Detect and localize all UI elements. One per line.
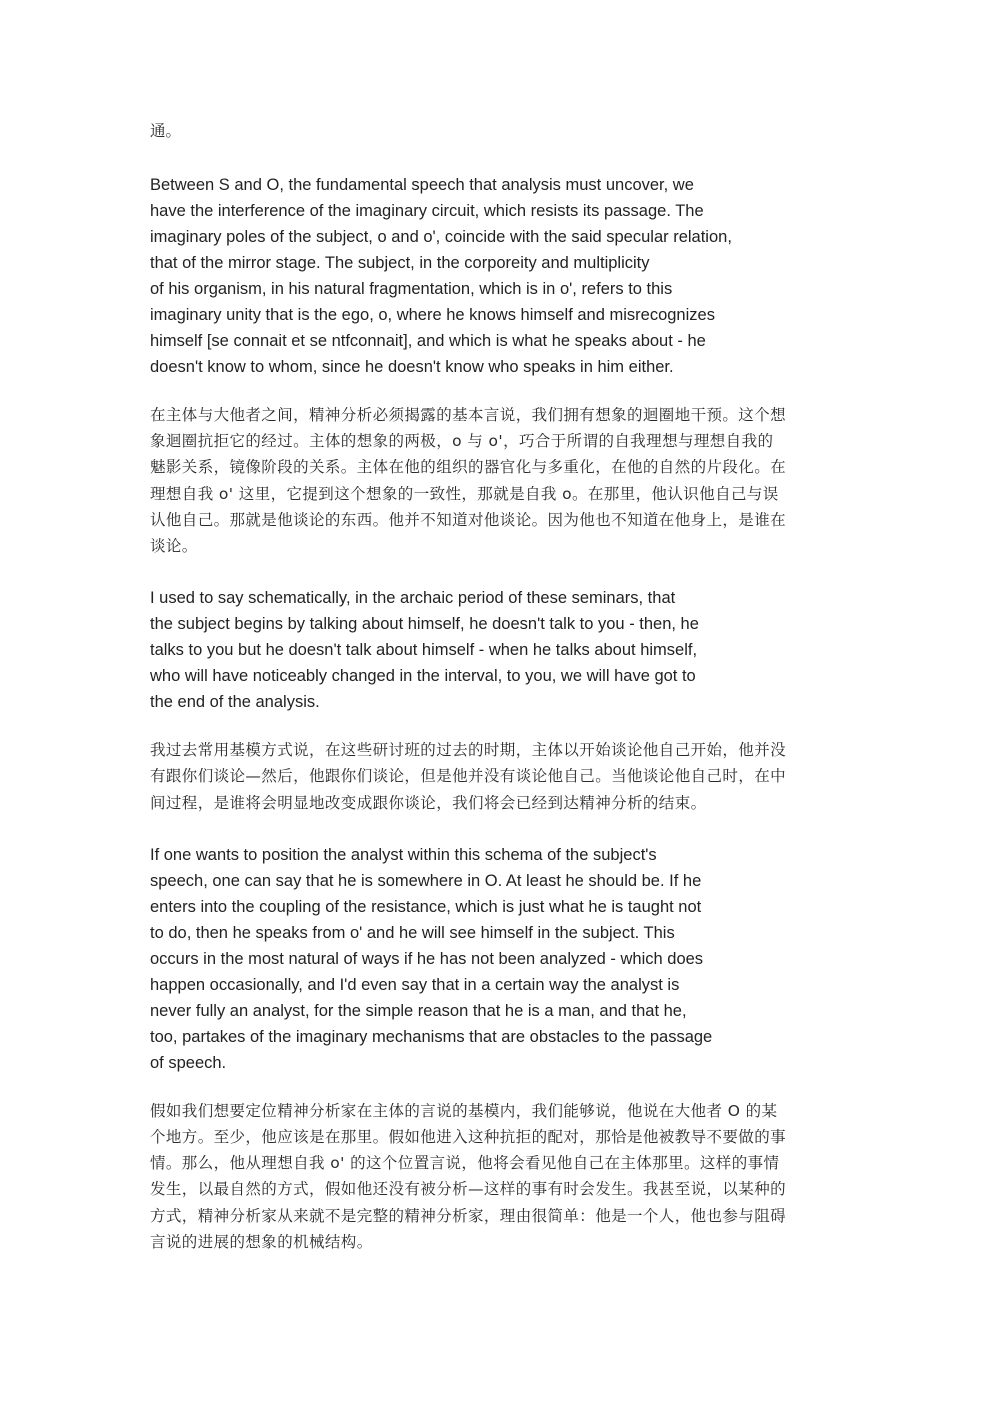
text-line: imaginary poles of the subject, o and o', coincide with the said specular relation,	[150, 228, 732, 246]
text-line: 理想自我 o' 这里，它提到这个想象的一致性，那就是自我 o。在那里，他认识他自己与误	[150, 484, 779, 503]
paragraph-chinese-2	[150, 737, 850, 816]
text-line: happen occasionally, and I'd even say that in a certain way the analyst is	[150, 975, 680, 994]
text-line: Between S and O, the fundamental speech that analysis must uncover, we	[150, 176, 694, 194]
text-line: who will have noticeably changed in the interval, to you, we will have got to	[150, 667, 696, 686]
paragraph-english-3	[150, 842, 850, 1076]
text-line: 情。那么，他从理想自我 o' 的这个位置言说，他将会看见他自己在主体那里。这样的事情	[150, 1154, 780, 1173]
paragraph-chinese-3	[150, 1098, 850, 1255]
text-line: speech, one can say that he is somewhere in O. At least he should be. If he	[150, 871, 702, 890]
text-line: have the interference of the imaginary circuit, which resists its passage. The	[150, 202, 704, 220]
text-line: never fully an analyst, for the simple reason that he is a man, and that he,	[150, 1001, 687, 1020]
text-line: imaginary unity that is the ego, o, where he knows himself and misrecognizes	[150, 306, 715, 324]
paragraph-chinese-1	[150, 402, 850, 559]
text-line: 谈论。	[150, 537, 198, 556]
text-line: himself [se connait et se ntfconnait], and which is what he speaks about - he	[150, 332, 706, 350]
text-line: 我过去常用基模方式说，在这些研讨班的过去的时期，主体以开始谈论他自己开始，他并没	[150, 741, 787, 760]
text-line: the subject begins by talking about himself, he doesn't talk to you - then, he	[150, 615, 699, 634]
text-line: enters into the coupling of the resistance, which is just what he is taught not	[150, 897, 702, 916]
paragraph-english-1	[150, 172, 850, 380]
paragraph-english-2	[150, 585, 850, 715]
document-page	[150, 118, 850, 1255]
text-line: 言说的进展的想象的机械结构。	[150, 1232, 373, 1251]
text-line: 魅影关系，镜像阶段的关系。主体在他的组织的器官化与多重化，在他的自然的片段化。在	[150, 458, 787, 477]
text-line: too, partakes of the imaginary mechanisms that are obstacles to the passage	[150, 1027, 713, 1046]
text-line: 在主体与大他者之间，精神分析必须揭露的基本言说，我们拥有想象的迴圈地干预。这个想	[150, 406, 787, 424]
text-line: 假如我们想要定位精神分析家在主体的言说的基模内，我们能够说，他说在大他者 O 的某	[150, 1101, 778, 1120]
text-line: occurs in the most natural of ways if he has not been analyzed - which does	[150, 949, 704, 968]
text-line: 通。	[150, 122, 182, 140]
text-line: to do, then he speaks from o' and he will see himself in the subject. This	[150, 923, 675, 942]
text-line: 象迴圈抗拒它的经过。主体的想象的两极，o 与 o'，巧合于所谓的自我理想与理想自我的	[150, 432, 774, 451]
text-line: talks to you but he doesn't talk about himself - when he talks about himself,	[150, 641, 698, 660]
text-line: 间过程，是谁将会明显地改变成跟你谈论，我们将会已经到达精神分析的结束。	[150, 793, 707, 812]
opening-fragment	[150, 118, 850, 144]
text-line: I used to say schematically, in the archaic period of these seminars, that	[150, 589, 676, 608]
text-line: 方式，精神分析家从来就不是完整的精神分析家，理由很简单：他是一个人，他也参与阻碍	[150, 1206, 787, 1225]
text-line: doesn't know to whom, since he doesn't know who speaks in him either.	[150, 358, 674, 376]
text-line: 个地方。至少，他应该是在那里。假如他进入这种抗拒的配对，那恰是他被教导不要做的事	[150, 1128, 787, 1147]
text-line: the end of the analysis.	[150, 693, 320, 712]
text-line: 有跟你们谈论—然后，他跟你们谈论，但是他并没有谈论他自己。当他谈论他自己时，在中	[150, 767, 787, 786]
text-line: of his organism, in his natural fragmentation, which is in o', refers to this	[150, 280, 673, 298]
text-line: 发生，以最自然的方式，假如他还没有被分析—这样的事有时会发生。我甚至说，以某种的	[150, 1180, 787, 1199]
text-line: If one wants to position the analyst within this schema of the subject's	[150, 845, 657, 864]
text-line: of speech.	[150, 1053, 227, 1072]
text-line: 认他自己。那就是他谈论的东西。他并不知道对他谈论。因为他也不知道在他身上，是谁在	[150, 510, 787, 529]
text-line: that of the mirror stage. The subject, in the corporeity and multiplicity	[150, 254, 650, 272]
